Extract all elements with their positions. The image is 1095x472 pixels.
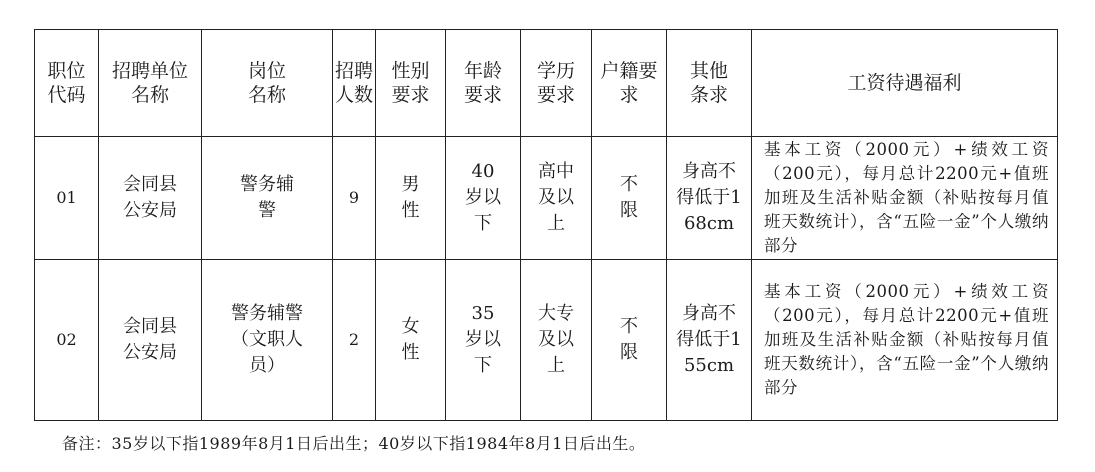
- cell-unit: 会同县公安局: [99, 260, 202, 421]
- header-gender: 性别要求: [376, 30, 446, 137]
- header-unit: 招聘单位名称: [99, 30, 202, 137]
- cell-count: 9: [333, 137, 376, 260]
- cell-benefits: 基本工资（2000元）+绩效工资（200元），每月总计2200元+值班加班及生活补贴金额（补贴按每月值班天数统计），含“五险一金”个人缴纳部分: [752, 137, 1058, 260]
- cell-gender: 女性: [376, 260, 446, 421]
- cell-education: 高中及以上: [521, 137, 592, 260]
- header-code: 职位代码: [35, 30, 99, 137]
- cell-gender: 男性: [376, 137, 446, 260]
- header-age: 年龄要求: [446, 30, 521, 137]
- cell-code: 01: [35, 137, 99, 260]
- cell-count: 2: [333, 260, 376, 421]
- header-residence: 户籍要求: [592, 30, 667, 137]
- cell-benefits: 基本工资（2000元）+绩效工资（200元），每月总计2200元+值班加班及生活补贴金额（补贴按每月值班天数统计），含“五险一金”个人缴纳部分: [752, 260, 1058, 421]
- header-education: 学历要求: [521, 30, 592, 137]
- header-other: 其他条求: [667, 30, 752, 137]
- cell-post: 警务辅警: [202, 137, 333, 260]
- header-benefits: 工资待遇福利: [752, 30, 1058, 137]
- header-post: 岗位名称: [202, 30, 333, 137]
- cell-education: 大专及以上: [521, 260, 592, 421]
- recruitment-table: [34, 29, 1058, 421]
- table-row: [35, 260, 1058, 421]
- header-count: 招聘人数: [333, 30, 376, 137]
- cell-residence: 不限: [592, 137, 667, 260]
- cell-unit: 会同县公安局: [99, 137, 202, 260]
- cell-other: 身高不得低于155cm: [667, 260, 752, 421]
- cell-age: 40岁以下: [446, 137, 521, 260]
- footnote: 备注：35岁以下指1989年8月1日后出生；40岁以下指1984年8月1日后出生。: [62, 434, 646, 453]
- cell-age: 35岁以下: [446, 260, 521, 421]
- table-row: [35, 137, 1058, 260]
- cell-post: 警务辅警（文职人员）: [202, 260, 333, 421]
- cell-other: 身高不得低于168cm: [667, 137, 752, 260]
- cell-code: 02: [35, 260, 99, 421]
- table-header-row: [35, 30, 1058, 137]
- cell-residence: 不限: [592, 260, 667, 421]
